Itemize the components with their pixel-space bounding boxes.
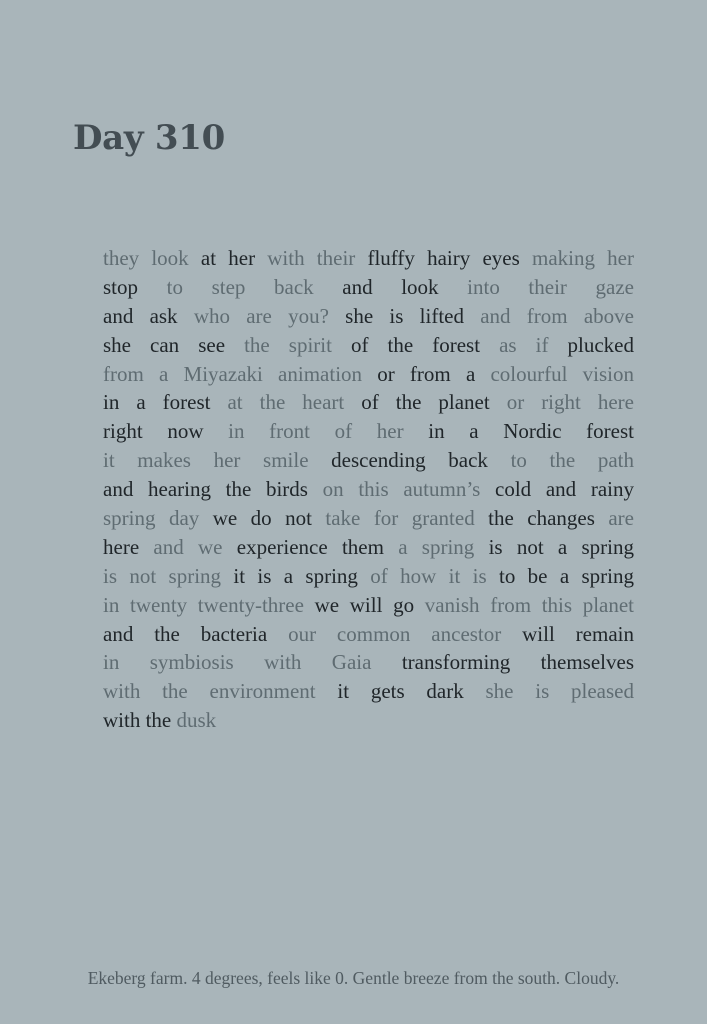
muted-phrase: take for granted [325,506,489,531]
emphasized-phrase: right now [103,419,229,444]
poem-line [103,620,634,649]
muted-phrase: in front of her [228,419,429,444]
emphasized-phrase: will remain [522,621,634,646]
muted-phrase: as if [499,332,568,357]
emphasized-phrase: and hearing the birds [103,477,323,502]
emphasized-phrase: here [103,534,154,559]
muted-phrase: it makes her smile [103,448,332,473]
emphasized-phrase: to be a spring [499,563,635,588]
poem-line [103,360,634,389]
muted-phrase: dusk [176,708,217,733]
muted-phrase: to step back [166,274,343,299]
muted-phrase: who are you? [193,303,346,328]
emphasized-phrase: or from a [377,361,491,386]
muted-phrase: vanish from this planet [424,592,635,617]
muted-phrase: a spring [398,534,489,559]
emphasized-phrase: fluffy hairy eyes [367,246,532,270]
poem-line [103,504,634,533]
muted-phrase: with their [267,246,368,270]
emphasized-phrase: and the bacteria [103,621,289,646]
poem-body [103,244,634,735]
emphasized-phrase: in a Nordic forest [428,419,634,444]
poem-line [103,417,634,446]
emphasized-phrase: in a forest [103,390,228,415]
emphasized-phrase: the changes [488,506,609,531]
emphasized-phrase: it gets dark [337,679,486,704]
muted-phrase: our common ancestor [288,621,523,646]
poem-line [103,273,634,302]
muted-phrase: and we [153,534,237,559]
emphasized-phrase: she can see [103,332,245,357]
muted-phrase: or right here [506,390,634,415]
poem-line [103,446,634,475]
poem-line [103,533,634,562]
muted-phrase: they look [103,246,201,270]
emphasized-phrase: transforming themselves [401,650,634,675]
emphasized-phrase: at her [200,246,268,270]
emphasized-phrase: experience them [236,534,399,559]
weather-note: Ekeberg farm. 4 degrees, feels like 0. Gentle breeze from the south. Cloudy. [87,968,620,988]
emphasized-phrase: with the [103,708,177,733]
muted-phrase: making her [531,246,634,270]
muted-phrase: she is pleased [485,679,634,704]
emphasized-phrase: descending back [331,448,511,473]
emphasized-phrase: and look [342,274,468,299]
emphasized-phrase: cold and rainy [495,477,635,502]
emphasized-phrase: of the forest [351,332,500,357]
muted-phrase: on this autumn’s [322,477,496,502]
poem-line [103,648,634,677]
emphasized-phrase: of the planet [361,390,507,415]
poem-line [103,677,634,706]
muted-phrase: the spirit [244,332,352,357]
muted-phrase: from a Miyazaki animation [103,361,378,386]
emphasized-phrase: she is lifted [345,303,481,328]
poem-line [103,302,634,331]
muted-phrase: at the heart [227,390,362,415]
poem-line [103,388,634,417]
poem-line [103,331,634,360]
muted-phrase: is not spring [103,563,234,588]
emphasized-phrase: is not a spring [488,534,635,559]
poem-line [103,475,634,504]
poem-line [103,244,634,273]
emphasized-phrase: it is a spring [233,563,371,588]
muted-phrase: with the environment [103,679,338,704]
muted-phrase: to the path [510,448,634,473]
muted-phrase: spring day [103,506,213,531]
muted-phrase: in symbiosis with Gaia [103,650,402,675]
emphasized-phrase: and ask [103,303,194,328]
emphasized-phrase: stop [103,274,167,299]
muted-phrase: colourful vision [490,361,634,386]
emphasized-phrase: plucked [567,332,635,357]
muted-phrase: and from above [480,303,634,328]
poem-line [103,562,634,591]
muted-phrase: in twenty twenty-three [103,592,315,617]
muted-phrase: into their gaze [467,274,634,299]
poem-line [103,591,634,620]
emphasized-phrase: we do not [212,506,326,531]
muted-phrase: of how it is [370,563,499,588]
muted-phrase: are [608,506,634,531]
page-title: Day 310 [73,118,225,158]
emphasized-phrase: we will go [314,592,425,617]
poem-line [103,706,634,735]
